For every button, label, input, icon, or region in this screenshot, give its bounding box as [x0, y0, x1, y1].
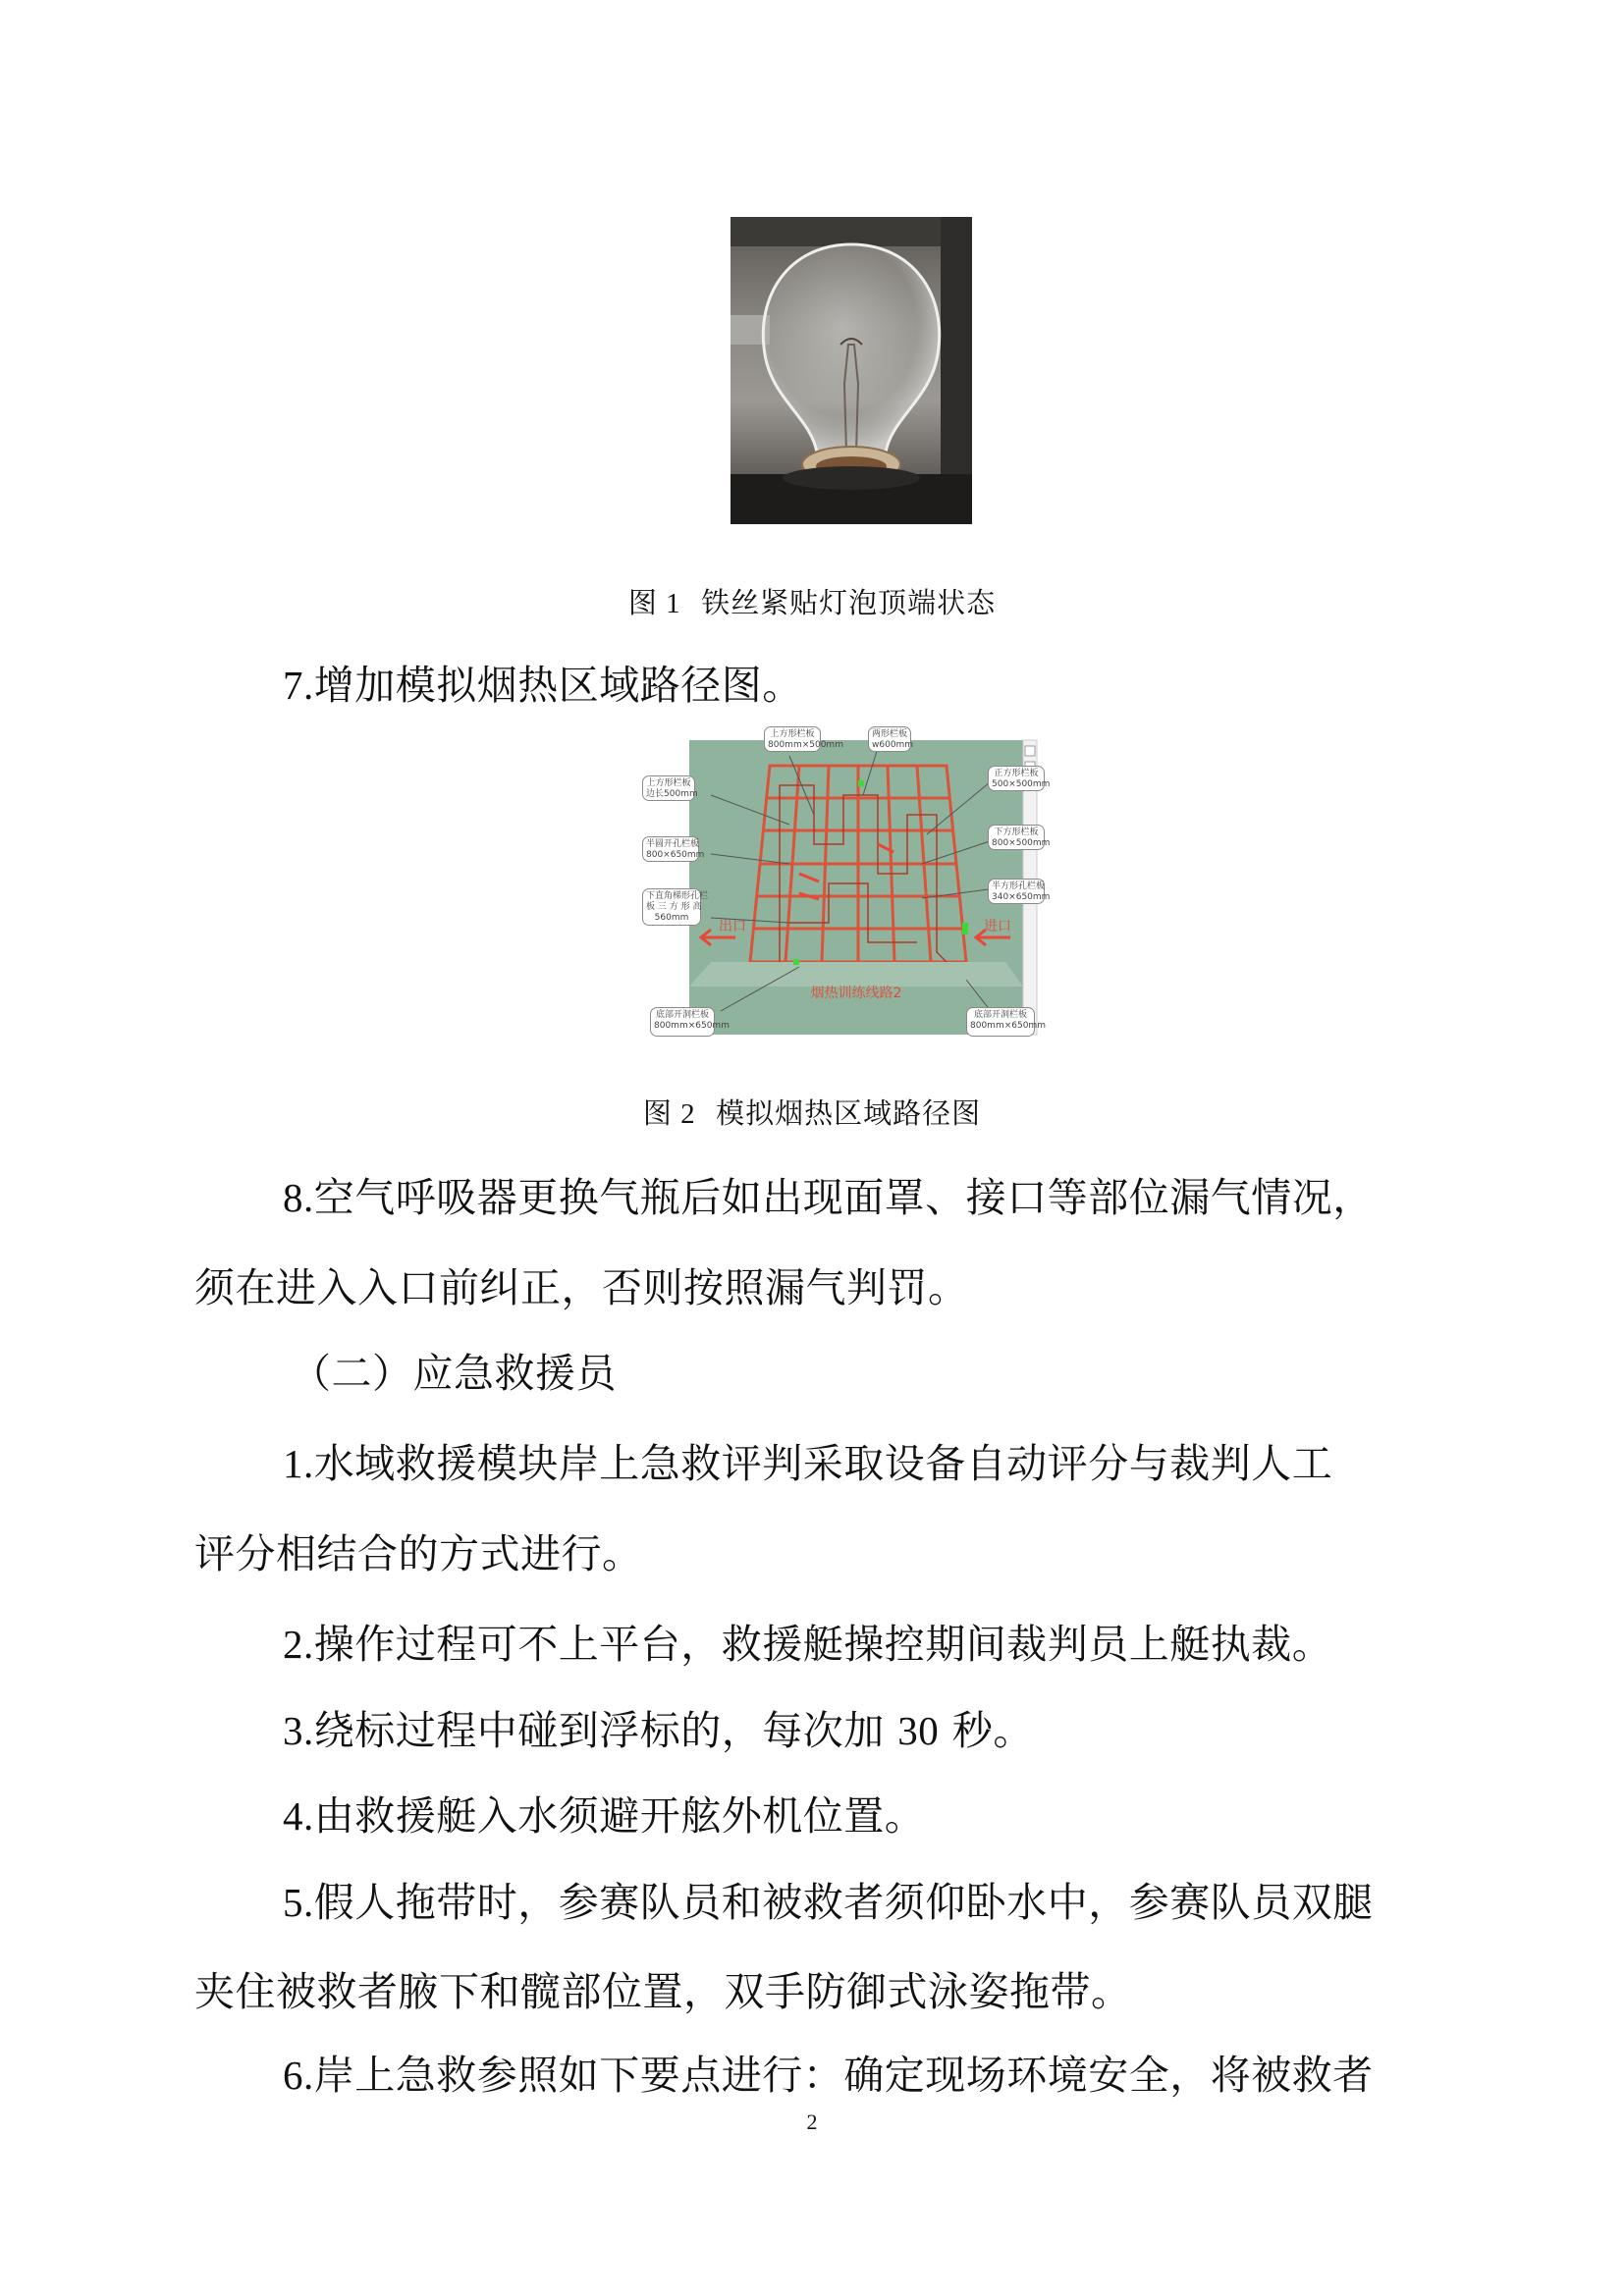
page-number: 2 — [806, 2109, 818, 2134]
item-3: 3.绕标过程中碰到浮标的，每次加 30 秒。 — [283, 1707, 1034, 1754]
diagram-callout-8: 半方形孔栏板 340×650mm — [988, 879, 1045, 904]
paragraph-8-line-1: 8.空气呼吸器更换气瓶后如出现面罩、接口等部位漏气情况， — [283, 1174, 1374, 1221]
light-bulb-photo — [731, 217, 972, 524]
figure1-caption — [0, 581, 1624, 621]
diagram-callout-9: 底部开洞栏板 800mm×650mm — [650, 1007, 715, 1037]
exit-label: 出口 — [719, 919, 746, 934]
item-4: 4.由救援艇入水须避开舷外机位置。 — [283, 1792, 926, 1840]
diagram-callout-6: 下方形栏板 800×500mm — [988, 825, 1045, 850]
figure2-caption-text: 模拟烟热区域路径图 — [716, 1096, 982, 1130]
item-6: 6.岸上急救参照如下要点进行：确定现场环境安全，将被救者 — [283, 2052, 1374, 2099]
item-2: 2.操作过程可不上平台，救援艇操控期间裁判员上艇执裁。 — [283, 1621, 1333, 1668]
diagram-callout-3: 上方形栏板 边长500mm — [642, 775, 695, 801]
item-5-line-2: 夹住被救者腋下和髋部位置，双手防御式泳姿拖带。 — [194, 1968, 1132, 2015]
diagram-callout-2: 两形栏板 w600mm — [868, 726, 911, 752]
diagram-callout-1: 上方形栏板 800mm×500mm — [764, 726, 821, 752]
diagram-callout-4: 正方形栏板 500×500mm — [988, 766, 1045, 791]
diagram-callout-7: 下直角梯形孔栏 板 三 方 形 高 560mm — [642, 888, 701, 926]
entry-label: 进口 — [984, 919, 1011, 934]
paragraph-7-number: 7. — [283, 663, 314, 708]
diagram-callout-5: 半圆开孔栏板 800×650mm — [642, 836, 699, 862]
figure2-caption — [0, 1092, 1624, 1132]
diagram-callout-10: 底部开洞栏板 800mm×650mm — [966, 1007, 1035, 1037]
item-1-line-2: 评分相结合的方式进行。 — [194, 1530, 643, 1577]
figure2-caption-label: 图 2 — [642, 1098, 696, 1130]
smoke-path-diagram — [642, 726, 1066, 1041]
paragraph-7-text: 增加模拟烟热区域路径图。 — [313, 662, 803, 709]
section-heading: （二）应急救援员 — [291, 1350, 617, 1397]
figure1-caption-label: 图 1 — [627, 588, 681, 619]
item-5-line-1: 5.假人拖带时，参赛队员和被救者须仰卧水中，参赛队员双腿 — [283, 1879, 1374, 1926]
route-label: 烟热训练线路2 — [810, 986, 902, 1001]
paragraph-8-line-2: 须在进入入口前纠正，否则按照漏气判罚。 — [194, 1264, 969, 1311]
item-1-line-1: 1.水域救援模块岸上急救评判采取设备自动评分与裁判人工 — [283, 1440, 1333, 1487]
figure1-caption-text: 铁丝紧贴灯泡顶端状态 — [701, 586, 997, 619]
paragraph-7 — [283, 656, 1520, 715]
